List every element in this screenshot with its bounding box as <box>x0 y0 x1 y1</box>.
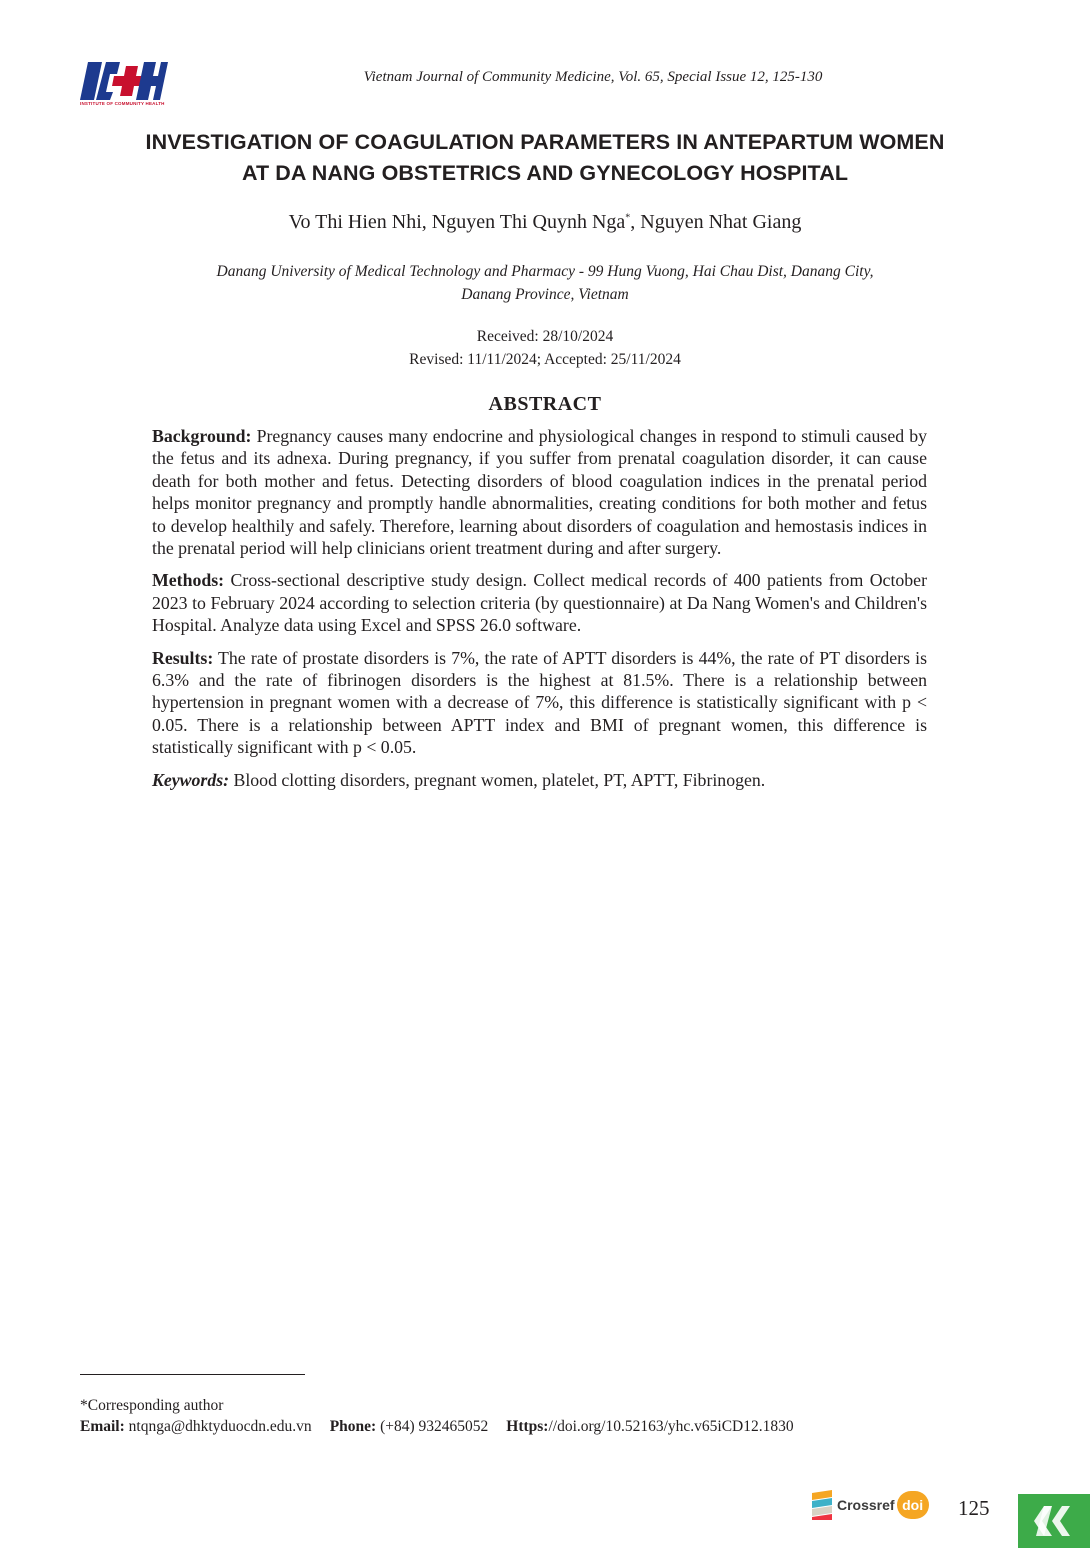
background-label: Background: <box>152 426 252 446</box>
methods-label: Methods: <box>152 570 225 591</box>
chevrons-left-icon <box>1018 1494 1090 1548</box>
logo-caption: INSTITUTE OF COMMUNITY HEALTH <box>80 101 165 106</box>
affiliation-line-2: Danang Province, Vietnam <box>461 286 629 303</box>
crossref-doi-badge[interactable] <box>812 1488 929 1522</box>
received-date: Received: 28/10/2024 <box>476 328 614 345</box>
methods-text: Cross-sectional descriptive study design. Collect medical records of 400 patients from October 2023 to February 2024 according to selection criteria (by questionnaire) at Da Nang Women's and Children's Hospital. Analyze data using Excel and SPSS 26.0 software. <box>152 570 927 636</box>
doi-link[interactable]: //doi.org/10.52163/yhc.v65iCD12.1830 <box>548 1418 794 1435</box>
keywords-text: Blood clotting disorders, pregnant women, platelet, PT, APTT, Fibrinogen. <box>229 769 766 790</box>
results-label: Results: <box>152 647 214 668</box>
page-tab <box>1018 1494 1090 1548</box>
crossref-label: Crossref <box>837 1497 895 1513</box>
keywords-label: Keywords: <box>152 769 230 790</box>
abstract-methods <box>152 569 927 636</box>
article-dates <box>0 325 1090 371</box>
article-title <box>80 127 1010 189</box>
abstract-background <box>152 425 927 559</box>
title-line-2: AT DA NANG OBSTETRICS AND GYNECOLOGY HOSPITAL <box>241 161 849 185</box>
doi-icon: doi <box>897 1491 929 1519</box>
corresponding-author-note: *Corresponding author <box>80 1397 224 1414</box>
abstract-heading: ABSTRACT <box>488 393 602 415</box>
abstract-keywords <box>152 769 927 791</box>
footnote-divider <box>80 1374 305 1375</box>
abstract-body <box>152 425 927 801</box>
affiliation <box>130 260 960 306</box>
corresponding-mark: * <box>625 212 631 224</box>
abstract-results <box>152 647 927 759</box>
phone-number: (+84) 932465052 <box>376 1418 489 1435</box>
authors-primary: Vo Thi Hien Nhi, Nguyen Thi Quynh Nga <box>288 211 626 233</box>
results-text: The rate of prostate disorders is 7%, the rate of APTT disorders is 44%, the rate of PT disorders is 6.3% and the rate of fibrinogen disorders is the highest at 81.5%. There is a relationship between hypertension in pregnant women with a decrease of 7%, this difference is statistically significant with p < 0.05. There is a relationship between APTT index and BMI of pregnant women, this difference is statistically significant with p < 0.05. <box>152 647 927 758</box>
title-line-1: INVESTIGATION OF COAGULATION PARAMETERS IN ANTEPARTUM WOMEN <box>145 130 945 154</box>
revised-accepted-date: Revised: 11/11/2024; Accepted: 25/11/2024 <box>409 351 681 368</box>
email-label: Email: <box>80 1418 125 1435</box>
journal-citation: Vietnam Journal of Community Medicine, Vol. 65, Special Issue 12, 125-130 <box>363 69 823 85</box>
contact-line <box>80 1418 794 1436</box>
page-number: 125 <box>958 1496 990 1520</box>
phone-label: Phone: <box>329 1418 377 1435</box>
author-list <box>0 211 1090 234</box>
affiliation-line-1: Danang University of Medical Technology and Pharmacy - 99 Hung Vuong, Hai Chau Dist, Danang City, <box>216 263 874 280</box>
authors-rest: , Nguyen Nhat Giang <box>630 211 802 233</box>
crossref-icon <box>812 1490 834 1520</box>
email-link[interactable]: ntqnga@dhktyduocdn.edu.vn <box>124 1418 312 1435</box>
https-label: Https: <box>506 1418 549 1435</box>
background-text: Pregnancy causes many endocrine and physiological changes in respond to stimuli caused by the fetus and its adnexa. During pregnancy, if you suffer from prenatal coagulation disorder, it can cause death for both mother and fetus. Detecting disorders of blood coagulation indices in the prenatal period helps monitor pregnancy and promptly handle abnormalities, creating conditions for both mother and fetus to develop healthily and safely. Therefore, learning about disorders of coagulation and hemostasis indices in the prenatal period will help clinicians orient treatment during and after surgery. <box>152 426 927 559</box>
